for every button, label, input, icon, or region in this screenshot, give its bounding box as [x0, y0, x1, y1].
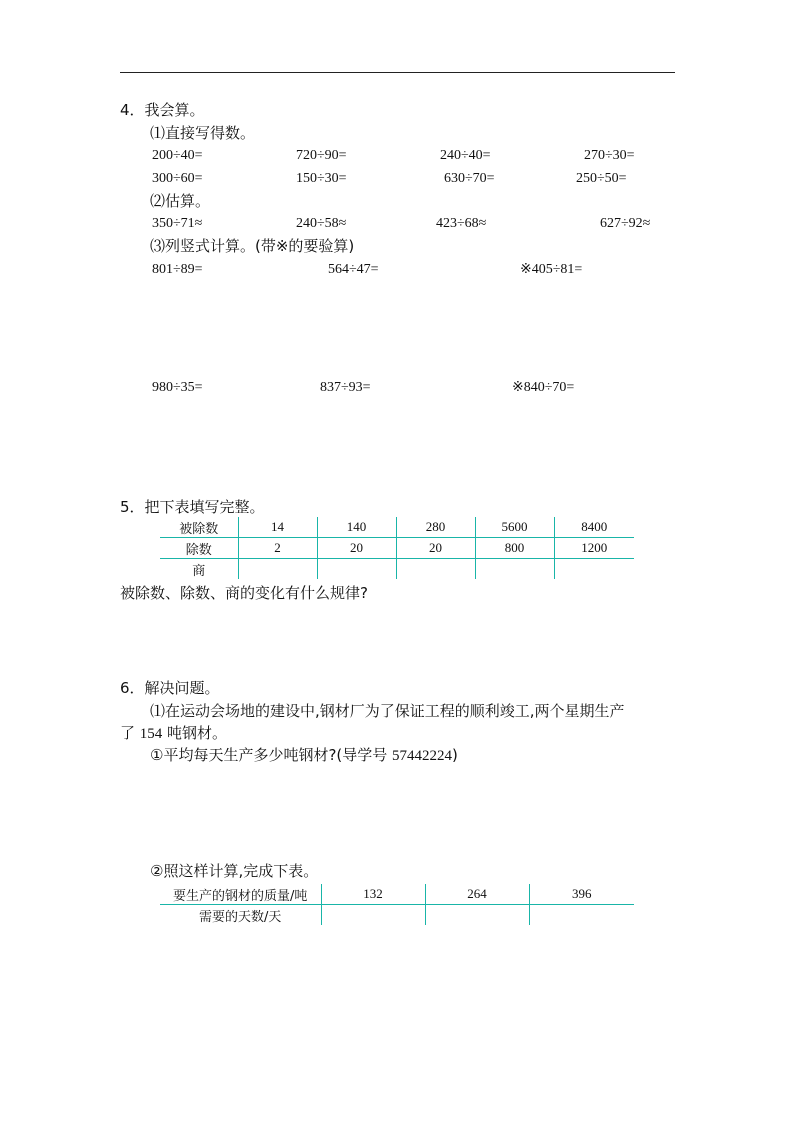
table-cell: 20: [317, 538, 396, 559]
row-label: 被除数: [160, 517, 238, 538]
tonnage-number: 154: [139, 726, 163, 742]
q4-p1-expr: 150÷30=: [296, 171, 347, 186]
answer-cell[interactable]: [321, 905, 425, 926]
table-cell: 2: [238, 538, 317, 559]
q4-p3-expr: 837÷93=: [320, 380, 371, 395]
table-cell: 1200: [554, 538, 634, 559]
q4-p2-expr: 240÷58≈: [296, 216, 347, 231]
row-label: 要生产的钢材的质量/吨: [160, 884, 321, 905]
q4-p1-expr: 300÷60=: [152, 171, 203, 186]
table-cell: 280: [396, 517, 475, 538]
q4-p2-expr: 627÷92≈: [600, 216, 651, 231]
q4-p3-expr: 564÷47=: [328, 262, 379, 277]
table-cell: 396: [529, 884, 634, 905]
q4-p2-expr: 423÷68≈: [436, 216, 487, 231]
q5-question: 被除数、除数、商的变化有什么规律?: [120, 584, 368, 602]
q4-title: 4．我会算。: [120, 101, 205, 119]
table-row: [160, 905, 634, 926]
q4-part1-title: ⑴直接写得数。: [150, 124, 256, 142]
answer-cell[interactable]: [238, 559, 317, 580]
table-cell: 14: [238, 517, 317, 538]
q6-part1-line1: ⑴在运动会场地的建设中,钢材厂为了保证工程的顺利竣工,两个星期生产: [150, 702, 625, 720]
q4-p1-expr: 720÷90=: [296, 148, 347, 163]
table-cell: 8400: [554, 517, 634, 538]
header-rule: [120, 72, 675, 73]
q6-table: [160, 884, 634, 925]
q5-table: [160, 517, 634, 579]
q5-title: 5．把下表填写完整。: [120, 498, 265, 516]
q6-part1-line2: [120, 724, 227, 743]
row-label: 除数: [160, 538, 238, 559]
guide-number: 57442224: [392, 748, 453, 764]
q4-p2-expr: 350÷71≈: [152, 216, 203, 231]
table-cell: 800: [475, 538, 554, 559]
answer-cell[interactable]: [475, 559, 554, 580]
q6-title: 6．解决问题。: [120, 679, 220, 697]
q4-p3-expr: ※840÷70=: [512, 380, 575, 395]
q4-p1-expr: 630÷70=: [444, 171, 495, 186]
text-fragment: 了: [120, 724, 140, 742]
q4-p1-expr: 270÷30=: [584, 148, 635, 163]
q4-p1-expr: 240÷40=: [440, 148, 491, 163]
table-row: [160, 538, 634, 559]
table-row: [160, 884, 634, 905]
table-cell: 5600: [475, 517, 554, 538]
table-cell: 132: [321, 884, 425, 905]
q6-sub2: ②照这样计算,完成下表。: [150, 862, 319, 880]
answer-cell[interactable]: [317, 559, 396, 580]
q4-p3-expr: ※405÷81=: [520, 262, 583, 277]
table-row: [160, 517, 634, 538]
table-cell: 264: [425, 884, 529, 905]
row-label: 需要的天数/天: [199, 909, 282, 925]
text-fragment: 吨钢材。: [162, 724, 228, 742]
answer-cell[interactable]: [425, 905, 529, 926]
answer-cell[interactable]: [396, 559, 475, 580]
table-cell: 140: [317, 517, 396, 538]
q4-p1-expr: 250÷50=: [576, 171, 627, 186]
q4-p3-expr: 980÷35=: [152, 380, 203, 395]
table-cell: 20: [396, 538, 475, 559]
answer-cell[interactable]: [554, 559, 634, 580]
q6-sub1: [150, 746, 458, 765]
answer-cell[interactable]: [529, 905, 634, 926]
q4-part2-title: ⑵估算。: [150, 192, 211, 210]
text-fragment: ): [452, 746, 458, 764]
q4-part3-title: ⑶列竖式计算。(带※的要验算): [150, 237, 355, 255]
table-row: [160, 559, 634, 580]
row-label: 商: [192, 563, 206, 579]
q4-p1-expr: 200÷40=: [152, 148, 203, 163]
text-fragment: ①平均每天生产多少吨钢材?(导学号: [150, 746, 393, 764]
q4-p3-expr: 801÷89=: [152, 262, 203, 277]
